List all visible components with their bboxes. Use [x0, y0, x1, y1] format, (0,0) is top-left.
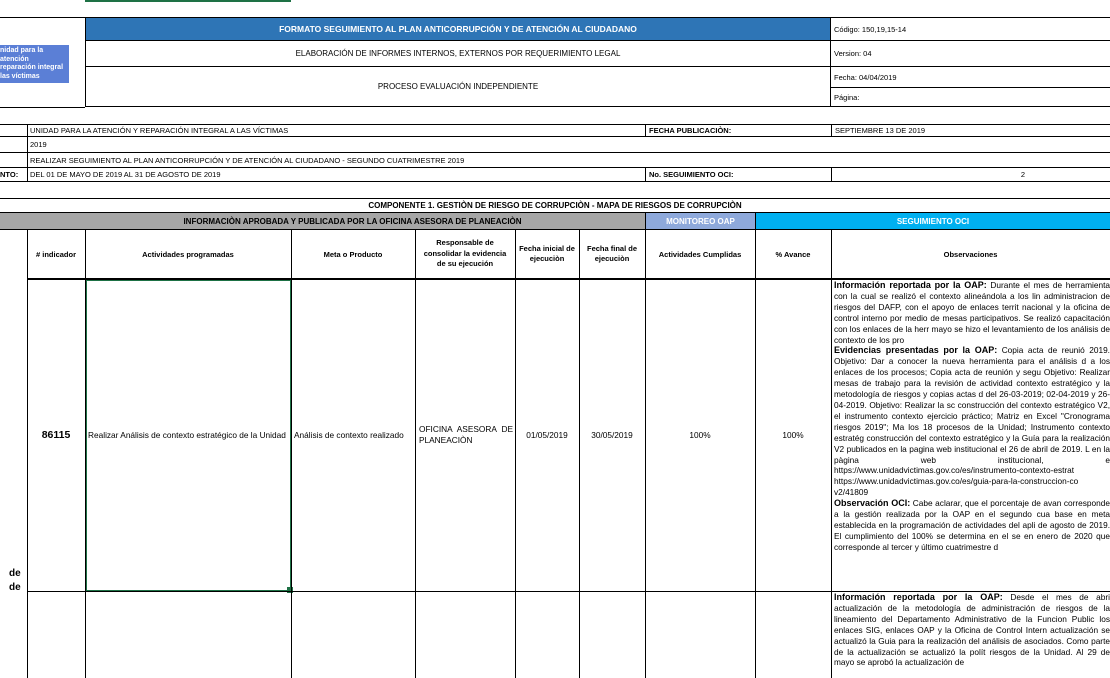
side-label-b: de	[9, 582, 21, 593]
selected-cell-outline	[85, 279, 292, 592]
format-title: FORMATO SEGUIMIENTO AL PLAN ANTICORRUPCIÓN Y DE ATENCIÓN AL CIUDADANO	[85, 17, 831, 41]
col-avance: % Avance	[755, 230, 831, 279]
col-fecha-inicial: Fecha inicial de ejecuciòn	[515, 230, 579, 279]
col-cumplidas: Actividades Cumplidas	[645, 230, 755, 279]
entidad: UNIDAD PARA LA ATENCIÓN Y REPARACIÓN INTEGRAL A LAS VÍCTIMAS	[27, 124, 645, 137]
periodo-label: NTO:	[0, 168, 27, 182]
row1-actividad[interactable]: Realizar Análisis de contexto estratégico de la Unidad	[88, 429, 286, 440]
format-subtitle: ELABORACIÓN DE INFORMES INTERNOS, EXTERNOS POR REQUERIMIENTO LEGAL	[85, 41, 831, 67]
band-aprobada: INFORMACIÒN APROBADA Y PUBLICADA POR LA OFICINA ASESORA DE PLANEACIÒN	[0, 213, 645, 230]
pagina: Página:	[831, 88, 1110, 107]
row1-obs-heading-3: Observación OCI:	[834, 498, 911, 509]
row1-obs-text-3: Cabe aclarar, que el porcentaje de avan corresponde a la gestión realizada por la OAP en el segundo cua base en meta establecida en la programación de actividades del apli de agosto de 2019. El cumplimiento del 100% se determina en el se en enero de 2020 que corresponde al tercer y último cuatrimestre d	[834, 498, 1110, 552]
fecha-publicacion: SEPTIEMBRE 13 DE 2019	[831, 124, 1110, 137]
col-actividades: Actividades programadas	[85, 230, 291, 279]
row1-fecha-inicial: 01/05/2019	[526, 430, 568, 440]
col-fecha-final: Fecha final de ejecuciòn	[579, 230, 645, 279]
col-observaciones: Observaciones	[831, 230, 1110, 279]
codigo: Código: 150,19,15-14	[831, 17, 1110, 41]
row1-meta: Análisis de contexto realizado	[294, 429, 404, 440]
col-responsable: Responsable de consolidar la evidencia de su ejecución	[415, 230, 515, 279]
col-meta: Meta o Producto	[291, 230, 415, 279]
version: Version: 04	[831, 41, 1110, 67]
row1-obs-heading-1: Información reportada por la OAP:	[834, 280, 987, 290]
seguimiento-label: No. SEGUIMIENTO OCI:	[645, 168, 831, 182]
fecha-publicacion-label: FECHA PUBLICACIÒN:	[645, 124, 831, 137]
fecha: Fecha: 04/04/2019	[831, 67, 1110, 88]
component-title: COMPONENTE 1. GESTIÒN DE RIESGO DE CORRUPCIÒN - MAPA DE RIESGOS DE CORRUPCIÒN	[0, 198, 1110, 213]
periodo: DEL 01 DE MAYO DE 2019 AL 31 DE AGOSTO DE 2019	[27, 168, 645, 182]
seguimiento-number: 2	[831, 168, 1110, 182]
row1-obs-text-1: Durante el mes de herramienta con la cual se realizó el contexto alineándola a los lin administracion de riesgos del DAFP, con el apoyo de enlaces territ nacional y la oficina de control interno por medio de mesas participativos. Se realizó capacitación con los enlaces de la herr mayo se hizo el levantamiento de los análisis de contexto de los pro	[834, 280, 1110, 345]
row1-observaciones	[831, 279, 1110, 591]
row1-obs-text-2: Copia acta de reunió 2019. Objetivo: Dar a conocer la nueva herramienta para el análisis d a los enlaces de los procesos; Copia acta de reunión y segu Objetivo: Realizar mesas de trabajo para la revisión de actividad contexto estratégico y la metodología de riesgos y copias actas d del 26-03-2019; 02-04-2019 y 26-04-2019. Objetivo: Realizar la sc construcción del contexto estratégico V2, el instrumento contexto ejercicio práctico; Matriz en Excel "Cronograma riesgos 2019"; Ma los 18 procesos de la Unidad; Instrumento contexto estratég construcción del contexto estratégico y la Guía para la realización V2 publicados en la pagina web institucional el 26 de abril de 2019. L en la pàgina web institucional, e https://www.unidadvictimas.gov.co/es/instrumento-contexto-estrat https://www.unidadvictimas.gov.co/es/guia-para-la-construccion-co v2/41809	[834, 345, 1110, 498]
band-monitoreo: MONITOREO OAP	[645, 213, 755, 230]
band-seguimiento: SEGUIMIENTO OCI	[755, 213, 1110, 230]
row1-cumplidas: 100%	[689, 430, 711, 440]
objetivo: REALIZAR SEGUIMIENTO AL PLAN ANTICORRUPCIÓN Y DE ATENCIÓN AL CIUDADANO - SEGUNDO CUATRIMESTRE 2019	[27, 153, 1110, 168]
row2-obs-text-1: Desde el mes de abri actualización de la metodología de administración de riesgos de la lineamiento del Departamento Administrativo de la Funcion Public los enlaces SIG, enlaces OAP y la Oficina de Control Intern actualización se actualizó la Guia para la realización del análisis de asociados. Como parte de la actualización se actualizó la polít riesgos de la Unidad. Al 29 de mayo se aprobó la actualización de	[834, 592, 1110, 668]
row1-indicador: 86115	[41, 429, 71, 441]
row1-responsable: OFICINA ASESORA DE PLANEACIÒN	[419, 424, 513, 445]
col-indicador: # indicador	[27, 230, 85, 279]
column-selection-hint	[85, 0, 291, 2]
fill-handle[interactable]	[287, 587, 293, 593]
anio: 2019	[27, 137, 1110, 153]
row2-obs-heading-1: Información reportada por la OAP:	[834, 592, 1003, 602]
process-name: PROCESO EVALUACIÓN INDEPENDIENTE	[85, 67, 831, 107]
side-label-a: de	[9, 568, 21, 579]
row1-avance: 100%	[782, 430, 804, 440]
row2-observaciones	[831, 591, 1110, 678]
row1-fecha-final: 30/05/2019	[591, 430, 633, 440]
logo-box: nidad para la atención reparación integral las víctimas	[0, 45, 69, 83]
row1-obs-heading-2: Evidencias presentadas por la OAP:	[834, 345, 998, 356]
